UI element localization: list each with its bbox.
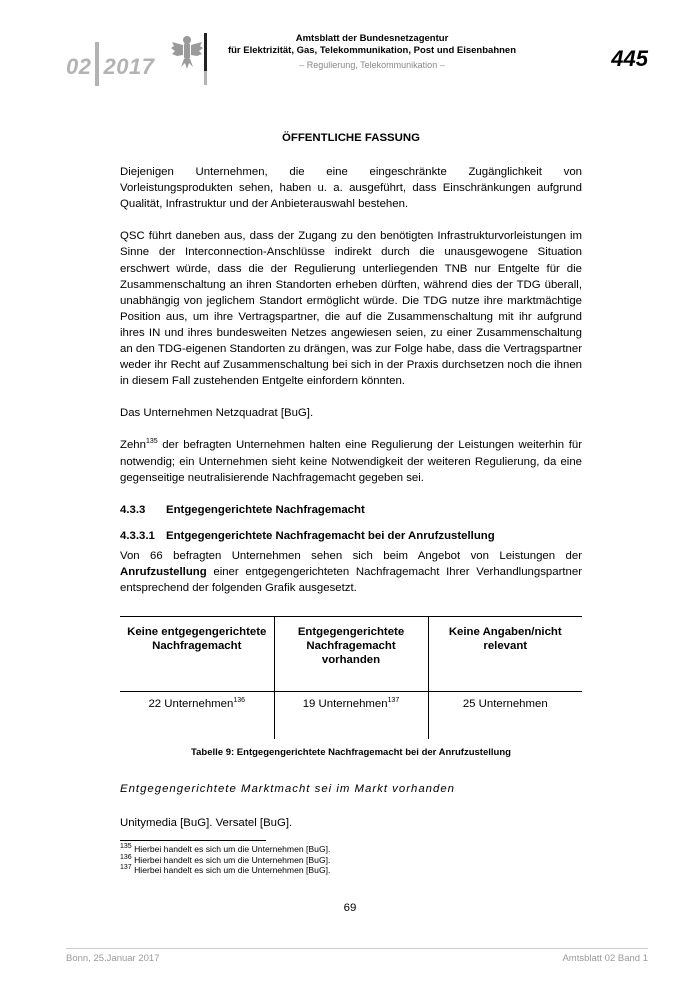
footnote-number: 136 (120, 853, 132, 861)
footnote-text: Hierbei handelt es sich um die Unternehmen [BuG]. (131, 844, 331, 854)
paragraph-text: Zehn (120, 439, 146, 452)
results-table (120, 616, 582, 739)
footnote-separator (120, 840, 266, 841)
publication-title-line1: Amtsblatt der Bundesnetzagentur (295, 33, 449, 44)
subsection-number: 4.3.3.1 (120, 529, 155, 542)
footnote (120, 865, 330, 876)
paragraph: QSC führt daneben aus, dass der Zugang zu den benötigten Infrastrukturvorleistungen im Sinne der Interconnection-Anschlüsse indirekt durch die unausgewogene Situation erschwert würde, dass die der Regulierung unterliegenden TNB nur Entgelte für die Zusammenschaltung an ihren Standorten erheben dürften, während dies der TDG überall, unabhängig von jeglichem Standort ermöglicht würde. Die TDG nutze ihre marktmächtige Position aus, um ihre Vertragspartner, die auf die Zusammenschaltung mit ihr aufgrund ihres IN und ihres bundesweiten Netzes angewiesen seien, zu einer Zusammenschaltung an den TDG-eigenen Standorten zu drängen, was zur Folge habe, dass die Vertragspartner weder ihr Recht auf Zusammenschaltung bei sich in der Praxis durchsetzen noch die ihnen in diesem Fall zustehenden Entgelte einfordern könnten. (120, 230, 582, 388)
issue-number: 02 (66, 53, 92, 79)
paragraph: Unitymedia [BuG]. Versatel [BuG]. (120, 817, 293, 830)
footnote (120, 855, 330, 866)
footnote-number: 137 (120, 864, 132, 872)
publication-title-line2: für Elektrizität, Gas, Telekommunikation, Post und Eisenbahnen (227, 45, 517, 56)
italic-heading: Entgegengerichtete Marktmacht sei im Markt vorhanden (120, 783, 456, 796)
footnote-text: Hierbei handelt es sich um die Unternehmen [BuG]. (131, 854, 331, 865)
table-header-cell: Entgegengerichtete Nachfragemacht vorhanden (274, 617, 428, 692)
table-header-row (120, 617, 582, 692)
issue-year: 2017 (103, 53, 155, 79)
section-title: Entgegengerichtete Nachfragemacht (166, 503, 365, 516)
paragraph-text: Von 66 befragten Unternehmen sehen sich beim Angebot von Leistungen der (120, 549, 582, 562)
section-number: 4.3.3 (120, 503, 146, 516)
paragraph: Diejenigen Unternehmen, die eine eingeschränkte Zugänglichkeit von Vorleistungsprodukten sehen, haben u. a. ausgeführt, dass Einschränkungen aufgrund Qualität, Infrastruktur und der Anbieterauswahl bestehen. (120, 166, 582, 211)
header-bar-lower (204, 71, 207, 85)
footer-date: Bonn, 25.Januar 2017 (66, 953, 160, 964)
paragraph-emphasis: Anrufzustellung (120, 565, 207, 578)
document-page-number: 69 (343, 902, 357, 914)
footnote (120, 844, 330, 855)
paragraph (120, 437, 582, 485)
paragraph-text: der befragten Unternehmen halten eine Regulierung der Leistungen weiterhin für notwendig; ein Unternehmen sieht keine Notwendigkeit der weiteren Regulierung, da eine gegenseitige neutralisierende Nachfragemacht gegeben sei. (120, 439, 582, 484)
publication-subtitle: – Regulierung, Telekommunikation – (299, 60, 445, 70)
table-header-cell: Keine entgegengerichtete Nachfragemacht (120, 617, 274, 692)
publication-title (222, 33, 522, 57)
cell-text: 25 Unternehmen (462, 698, 548, 711)
footnote-number: 135 (120, 843, 132, 851)
section-heading (120, 502, 582, 518)
cell-text: 22 Unternehmen (148, 698, 234, 711)
table-cell (428, 692, 582, 740)
footnote-text: Hierbei handelt es sich um die Unternehmen [BuG]. (131, 865, 331, 875)
paragraph (120, 548, 582, 596)
federal-eagle-icon (170, 33, 204, 71)
subsection-title: Entgegengerichtete Nachfragemacht bei der Anrufzustellung (166, 529, 495, 542)
public-version-title: ÖFFENTLICHE FASSUNG (282, 132, 420, 144)
paragraph-text: einer entgegengerichteten Nachfragemacht Ihrer Verhandlungspartner entsprechend der folgenden Grafik ausgesetzt. (120, 565, 582, 595)
issue-label (66, 46, 154, 90)
table-header-cell: Keine Angaben/nicht relevant (428, 617, 582, 692)
footnote-ref[interactable]: 136 (233, 697, 246, 705)
table-row (120, 692, 582, 740)
footnote-ref[interactable]: 137 (387, 697, 400, 705)
table-cell (120, 692, 274, 740)
page-number: 445 (611, 46, 648, 71)
table-caption: Tabelle 9: Entgegengerichtete Nachfragemacht bei der Anrufzustellung (191, 747, 511, 759)
cell-text: 19 Unternehmen (302, 698, 388, 711)
footer-volume: Amtsblatt 02 Band 1 (562, 953, 648, 964)
footer-divider (66, 948, 648, 949)
header-bar (204, 33, 207, 71)
table-cell (274, 692, 428, 740)
footnote-ref[interactable]: 135 (145, 438, 158, 446)
subsection-heading (120, 528, 582, 544)
footnotes (120, 844, 330, 876)
paragraph: Das Unternehmen Netzquadrat [BuG]. (120, 407, 314, 420)
issue-divider (95, 42, 99, 86)
